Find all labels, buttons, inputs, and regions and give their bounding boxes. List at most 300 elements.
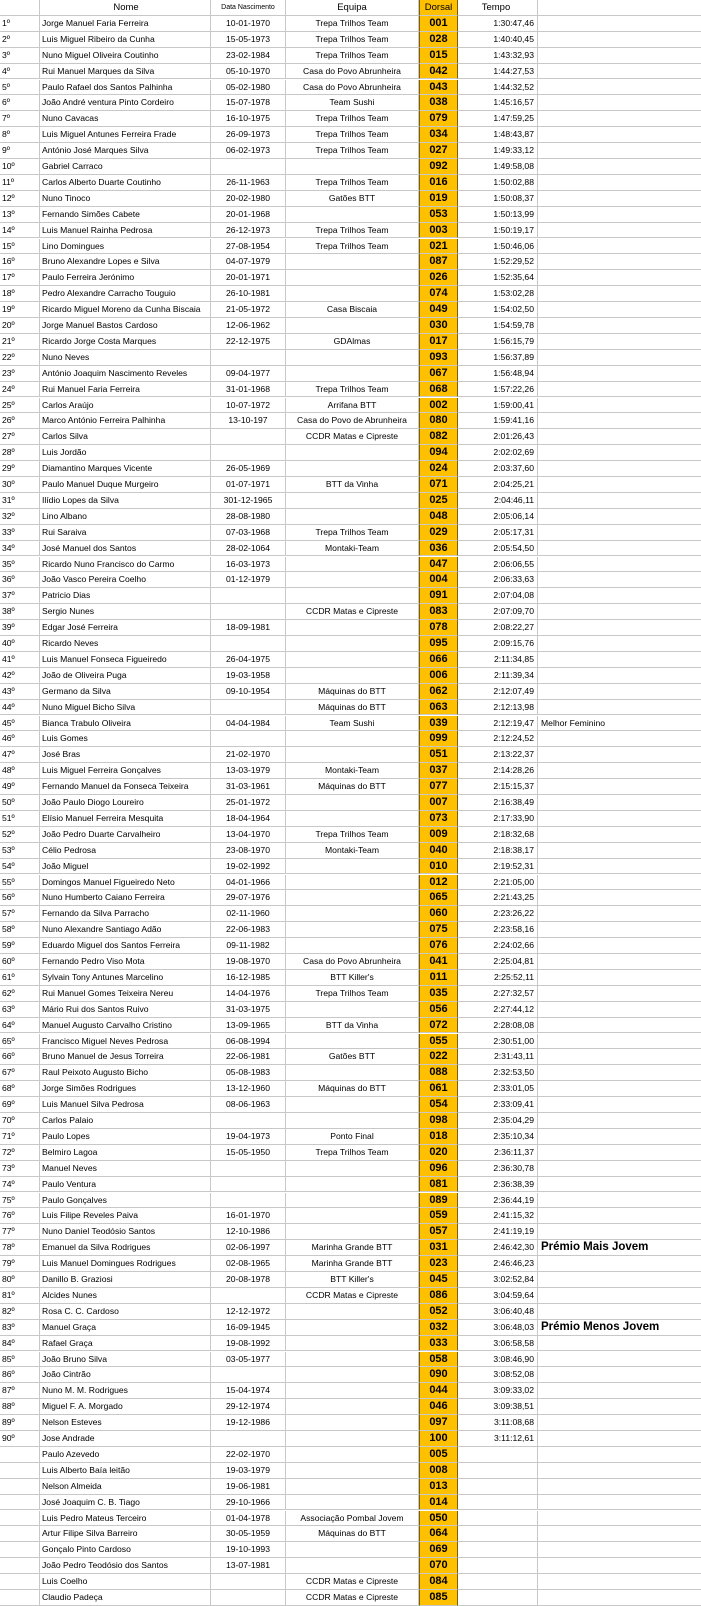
time-cell[interactable]: 2:46:42,30 [458, 1240, 538, 1256]
birthdate-cell[interactable]: 12-12-1972 [211, 1304, 286, 1320]
team-cell[interactable]: Máquinas do BTT [286, 700, 419, 716]
position-cell[interactable]: 67º [0, 1065, 40, 1081]
position-cell[interactable]: 50º [0, 795, 40, 811]
position-cell[interactable]: 77º [0, 1224, 40, 1240]
birthdate-cell[interactable]: 20-08-1978 [211, 1272, 286, 1288]
time-cell[interactable]: 2:19:52,31 [458, 859, 538, 875]
position-cell[interactable]: 9º [0, 143, 40, 159]
team-cell[interactable] [286, 1304, 419, 1320]
team-cell[interactable]: CCDR Matas e Cipreste [286, 1288, 419, 1304]
note-cell[interactable] [538, 445, 701, 461]
team-cell[interactable] [286, 159, 419, 175]
bib-cell[interactable]: 053 [419, 207, 458, 223]
position-cell[interactable]: 19º [0, 302, 40, 318]
name-cell[interactable]: Fernando Simões Cabete [40, 207, 211, 223]
birthdate-cell[interactable]: 04-07-1979 [211, 254, 286, 270]
note-cell[interactable] [538, 80, 701, 96]
time-cell[interactable]: 2:36:30,78 [458, 1161, 538, 1177]
name-cell[interactable]: Paulo Rafael dos Santos Palhinha [40, 80, 211, 96]
birthdate-cell[interactable]: 04-01-1966 [211, 875, 286, 891]
team-cell[interactable]: Trepa Trilhos Team [286, 525, 419, 541]
birthdate-cell[interactable]: 21-02-1970 [211, 747, 286, 763]
birthdate-cell[interactable]: 19-12-1986 [211, 1415, 286, 1431]
position-cell[interactable]: 5º [0, 80, 40, 96]
position-cell[interactable]: 52º [0, 827, 40, 843]
note-cell[interactable] [538, 1049, 701, 1065]
bib-cell[interactable]: 051 [419, 747, 458, 763]
birthdate-cell[interactable]: 19-04-1973 [211, 1129, 286, 1145]
name-cell[interactable]: João Vasco Pereira Coelho [40, 572, 211, 588]
name-cell[interactable]: Carlos Silva [40, 429, 211, 445]
time-cell[interactable]: 1:44:27,53 [458, 64, 538, 80]
team-cell[interactable]: Trepa Trilhos Team [286, 175, 419, 191]
birthdate-cell[interactable] [211, 1590, 286, 1606]
time-cell[interactable]: 1:57:22,26 [458, 382, 538, 398]
note-cell[interactable] [538, 668, 701, 684]
bib-cell[interactable]: 066 [419, 652, 458, 668]
bib-cell[interactable]: 035 [419, 986, 458, 1002]
team-cell[interactable] [286, 461, 419, 477]
bib-cell[interactable]: 070 [419, 1558, 458, 1574]
position-cell[interactable]: 76º [0, 1208, 40, 1224]
header-bib[interactable]: Dorsal [419, 0, 458, 16]
name-cell[interactable]: Lino Domingues [40, 239, 211, 255]
time-cell[interactable]: 1:50:02,88 [458, 175, 538, 191]
birthdate-cell[interactable]: 25-01-1972 [211, 795, 286, 811]
birthdate-cell[interactable] [211, 350, 286, 366]
name-cell[interactable]: Luis Miguel Ferreira Gonçalves [40, 763, 211, 779]
team-cell[interactable]: Team Sushi [286, 95, 419, 111]
bib-cell[interactable]: 078 [419, 620, 458, 636]
bib-cell[interactable]: 091 [419, 588, 458, 604]
bib-cell[interactable]: 064 [419, 1526, 458, 1542]
birthdate-cell[interactable]: 14-04-1976 [211, 986, 286, 1002]
time-cell[interactable]: 2:27:32,57 [458, 986, 538, 1002]
time-cell[interactable]: 1:30:47,46 [458, 16, 538, 32]
note-cell[interactable] [538, 366, 701, 382]
bib-cell[interactable]: 067 [419, 366, 458, 382]
bib-cell[interactable]: 024 [419, 461, 458, 477]
team-cell[interactable] [286, 1097, 419, 1113]
note-cell[interactable] [538, 1367, 701, 1383]
birthdate-cell[interactable]: 16-01-1970 [211, 1208, 286, 1224]
note-cell[interactable] [538, 1399, 701, 1415]
name-cell[interactable]: Belmiro Lagoa [40, 1145, 211, 1161]
birthdate-cell[interactable]: 301-12-1965 [211, 493, 286, 509]
time-cell[interactable]: 3:08:52,08 [458, 1367, 538, 1383]
name-cell[interactable]: João André ventura Pinto Cordeiro [40, 95, 211, 111]
bib-cell[interactable]: 025 [419, 493, 458, 509]
team-cell[interactable] [286, 207, 419, 223]
name-cell[interactable]: Nuno Miguel Bicho Silva [40, 700, 211, 716]
team-cell[interactable] [286, 1399, 419, 1415]
name-cell[interactable]: Rui Manuel Gomes Teixeira Nereu [40, 986, 211, 1002]
position-cell[interactable]: 60º [0, 954, 40, 970]
team-cell[interactable] [286, 1065, 419, 1081]
bib-cell[interactable]: 098 [419, 1113, 458, 1129]
team-cell[interactable]: Casa do Povo Abrunheira [286, 954, 419, 970]
time-cell[interactable]: 2:11:34,85 [458, 652, 538, 668]
name-cell[interactable]: Jorge Manuel Faria Ferreira [40, 16, 211, 32]
name-cell[interactable]: Jose Andrade [40, 1431, 211, 1447]
birthdate-cell[interactable]: 12-10-1986 [211, 1224, 286, 1240]
position-cell[interactable]: 4º [0, 64, 40, 80]
time-cell[interactable]: 1:54:59,78 [458, 318, 538, 334]
birthdate-cell[interactable]: 15-05-1950 [211, 1145, 286, 1161]
name-cell[interactable]: Mário Rui dos Santos Ruivo [40, 1002, 211, 1018]
name-cell[interactable]: Nuno Tinoco [40, 191, 211, 207]
time-cell[interactable]: 1:44:32,52 [458, 80, 538, 96]
position-cell[interactable]: 20º [0, 318, 40, 334]
team-cell[interactable]: Montaki-Team [286, 843, 419, 859]
name-cell[interactable]: Rui Manuel Marques da Silva [40, 64, 211, 80]
time-cell[interactable]: 2:07:09,70 [458, 604, 538, 620]
team-cell[interactable]: Gatões BTT [286, 191, 419, 207]
team-cell[interactable]: CCDR Matas e Cipreste [286, 429, 419, 445]
team-cell[interactable] [286, 938, 419, 954]
bib-cell[interactable]: 079 [419, 111, 458, 127]
bib-cell[interactable]: 010 [419, 859, 458, 875]
position-cell[interactable]: 14º [0, 223, 40, 239]
time-cell[interactable]: 2:14:28,26 [458, 763, 538, 779]
time-cell[interactable]: 1:52:29,52 [458, 254, 538, 270]
team-cell[interactable]: Trepa Trilhos Team [286, 127, 419, 143]
birthdate-cell[interactable]: 13-12-1960 [211, 1081, 286, 1097]
note-cell[interactable] [538, 143, 701, 159]
note-cell[interactable] [538, 32, 701, 48]
position-cell[interactable]: 85º [0, 1352, 40, 1368]
note-cell[interactable] [538, 302, 701, 318]
bib-cell[interactable]: 055 [419, 1034, 458, 1050]
note-cell[interactable] [538, 1113, 701, 1129]
name-cell[interactable]: Luis Coelho [40, 1574, 211, 1590]
birthdate-cell[interactable]: 23-08-1970 [211, 843, 286, 859]
name-cell[interactable]: Manuel Neves [40, 1161, 211, 1177]
time-cell[interactable] [458, 1511, 538, 1527]
position-cell[interactable]: 17º [0, 270, 40, 286]
position-cell[interactable]: 55º [0, 875, 40, 891]
name-cell[interactable]: Luis Filipe Reveles Paiva [40, 1208, 211, 1224]
time-cell[interactable]: 1:50:13,99 [458, 207, 538, 223]
name-cell[interactable]: Emanuel da Silva Rodrigues [40, 1240, 211, 1256]
bib-cell[interactable]: 068 [419, 382, 458, 398]
time-cell[interactable]: 2:18:38,17 [458, 843, 538, 859]
note-cell[interactable]: Melhor Feminino [538, 716, 701, 732]
bib-cell[interactable]: 077 [419, 779, 458, 795]
time-cell[interactable]: 2:12:07,49 [458, 684, 538, 700]
time-cell[interactable]: 3:02:52,84 [458, 1272, 538, 1288]
bib-cell[interactable]: 054 [419, 1097, 458, 1113]
time-cell[interactable]: 3:09:33,02 [458, 1383, 538, 1399]
birthdate-cell[interactable] [211, 1161, 286, 1177]
team-cell[interactable]: Ponto Final [286, 1129, 419, 1145]
name-cell[interactable]: Eduardo Miguel dos Santos Ferreira [40, 938, 211, 954]
position-cell[interactable] [0, 1479, 40, 1495]
name-cell[interactable]: José Joaquim C. B. Tiago [40, 1495, 211, 1511]
note-cell[interactable] [538, 270, 701, 286]
note-cell[interactable] [538, 1288, 701, 1304]
name-cell[interactable]: Paulo Lopes [40, 1129, 211, 1145]
time-cell[interactable]: 2:18:32,68 [458, 827, 538, 843]
time-cell[interactable] [458, 1558, 538, 1574]
position-cell[interactable]: 51º [0, 811, 40, 827]
team-cell[interactable] [286, 1320, 419, 1336]
time-cell[interactable]: 3:06:40,48 [458, 1304, 538, 1320]
time-cell[interactable]: 2:05:06,14 [458, 509, 538, 525]
name-cell[interactable]: Paulo Ventura [40, 1177, 211, 1193]
name-cell[interactable]: Artur Filipe Silva Barreiro [40, 1526, 211, 1542]
time-cell[interactable]: 2:09:15,76 [458, 636, 538, 652]
position-cell[interactable]: 72º [0, 1145, 40, 1161]
name-cell[interactable]: Nuno Miguel Oliveira Coutinho [40, 48, 211, 64]
bib-cell[interactable]: 029 [419, 525, 458, 541]
note-cell[interactable] [538, 1145, 701, 1161]
time-cell[interactable] [458, 1463, 538, 1479]
time-cell[interactable] [458, 1495, 538, 1511]
time-cell[interactable]: 2:15:15,37 [458, 779, 538, 795]
position-cell[interactable]: 56º [0, 890, 40, 906]
position-cell[interactable]: 11º [0, 175, 40, 191]
time-cell[interactable]: 2:46:46,23 [458, 1256, 538, 1272]
position-cell[interactable]: 24º [0, 382, 40, 398]
note-cell[interactable] [538, 1574, 701, 1590]
name-cell[interactable]: Domingos Manuel Figueiredo Neto [40, 875, 211, 891]
birthdate-cell[interactable]: 31-03-1975 [211, 1002, 286, 1018]
name-cell[interactable]: Sylvain Tony Antunes Marcelino [40, 970, 211, 986]
position-cell[interactable]: 40º [0, 636, 40, 652]
time-cell[interactable]: 1:49:33,12 [458, 143, 538, 159]
note-cell[interactable] [538, 398, 701, 414]
position-cell[interactable]: 79º [0, 1256, 40, 1272]
position-cell[interactable]: 16º [0, 254, 40, 270]
note-cell[interactable] [538, 700, 701, 716]
team-cell[interactable] [286, 875, 419, 891]
time-cell[interactable]: 2:28:08,08 [458, 1018, 538, 1034]
bib-cell[interactable]: 022 [419, 1049, 458, 1065]
position-cell[interactable]: 21º [0, 334, 40, 350]
note-cell[interactable] [538, 795, 701, 811]
birthdate-cell[interactable]: 15-04-1974 [211, 1383, 286, 1399]
position-cell[interactable]: 18º [0, 286, 40, 302]
position-cell[interactable]: 36º [0, 572, 40, 588]
name-cell[interactable]: Pedro Alexandre Carracho Touguio [40, 286, 211, 302]
bib-cell[interactable]: 036 [419, 541, 458, 557]
birthdate-cell[interactable] [211, 1574, 286, 1590]
bib-cell[interactable]: 084 [419, 1574, 458, 1590]
note-cell[interactable] [538, 922, 701, 938]
birthdate-cell[interactable] [211, 1288, 286, 1304]
team-cell[interactable] [286, 859, 419, 875]
position-cell[interactable]: 63º [0, 1002, 40, 1018]
position-cell[interactable]: 53º [0, 843, 40, 859]
team-cell[interactable] [286, 747, 419, 763]
name-cell[interactable]: Danillo B. Graziosi [40, 1272, 211, 1288]
bib-cell[interactable]: 058 [419, 1352, 458, 1368]
note-cell[interactable] [538, 1495, 701, 1511]
time-cell[interactable]: 3:11:12,61 [458, 1431, 538, 1447]
position-cell[interactable] [0, 1495, 40, 1511]
birthdate-cell[interactable]: 19-08-1970 [211, 954, 286, 970]
bib-cell[interactable]: 092 [419, 159, 458, 175]
position-cell[interactable] [0, 1526, 40, 1542]
team-cell[interactable] [286, 1431, 419, 1447]
team-cell[interactable] [286, 1002, 419, 1018]
note-cell[interactable] [538, 1415, 701, 1431]
bib-cell[interactable]: 038 [419, 95, 458, 111]
team-cell[interactable] [286, 1224, 419, 1240]
time-cell[interactable]: 1:50:19,17 [458, 223, 538, 239]
birthdate-cell[interactable]: 05-08-1983 [211, 1065, 286, 1081]
team-cell[interactable] [286, 1415, 419, 1431]
note-cell[interactable] [538, 970, 701, 986]
birthdate-cell[interactable]: 15-05-1973 [211, 32, 286, 48]
time-cell[interactable]: 2:23:26,22 [458, 906, 538, 922]
bib-cell[interactable]: 011 [419, 970, 458, 986]
team-cell[interactable]: BTT Killer's [286, 1272, 419, 1288]
name-cell[interactable]: Elísio Manuel Ferreira Mesquita [40, 811, 211, 827]
position-cell[interactable]: 2º [0, 32, 40, 48]
note-cell[interactable] [538, 159, 701, 175]
bib-cell[interactable]: 015 [419, 48, 458, 64]
team-cell[interactable] [286, 572, 419, 588]
team-cell[interactable]: Marinha Grande BTT [286, 1256, 419, 1272]
birthdate-cell[interactable]: 22-02-1970 [211, 1447, 286, 1463]
birthdate-cell[interactable]: 29-10-1966 [211, 1495, 286, 1511]
birthdate-cell[interactable]: 26-04-1975 [211, 652, 286, 668]
bib-cell[interactable]: 043 [419, 80, 458, 96]
birthdate-cell[interactable]: 20-01-1968 [211, 207, 286, 223]
bib-cell[interactable]: 049 [419, 302, 458, 318]
name-cell[interactable]: José Bras [40, 747, 211, 763]
time-cell[interactable]: 2:04:46,11 [458, 493, 538, 509]
time-cell[interactable]: 2:23:58,16 [458, 922, 538, 938]
note-cell[interactable]: Prémio Mais Jovem [538, 1240, 701, 1256]
team-cell[interactable]: Trepa Trilhos Team [286, 827, 419, 843]
birthdate-cell[interactable]: 18-09-1981 [211, 620, 286, 636]
note-cell[interactable] [538, 1177, 701, 1193]
position-cell[interactable]: 26º [0, 413, 40, 429]
team-cell[interactable] [286, 445, 419, 461]
birthdate-cell[interactable]: 31-03-1961 [211, 779, 286, 795]
name-cell[interactable]: Rosa C. C. Cardoso [40, 1304, 211, 1320]
time-cell[interactable]: 2:12:13,98 [458, 700, 538, 716]
name-cell[interactable]: Nuno Neves [40, 350, 211, 366]
team-cell[interactable]: CCDR Matas e Cipreste [286, 1574, 419, 1590]
note-cell[interactable] [538, 954, 701, 970]
bib-cell[interactable]: 048 [419, 509, 458, 525]
birthdate-cell[interactable]: 10-07-1972 [211, 398, 286, 414]
time-cell[interactable]: 1:45:16,57 [458, 95, 538, 111]
birthdate-cell[interactable]: 08-06-1963 [211, 1097, 286, 1113]
note-cell[interactable] [538, 986, 701, 1002]
bib-cell[interactable]: 030 [419, 318, 458, 334]
birthdate-cell[interactable] [211, 1113, 286, 1129]
name-cell[interactable]: Claudio Padeça [40, 1590, 211, 1606]
time-cell[interactable]: 1:48:43,87 [458, 127, 538, 143]
name-cell[interactable]: Manuel Augusto Carvalho Cristino [40, 1018, 211, 1034]
position-cell[interactable]: 71º [0, 1129, 40, 1145]
birthdate-cell[interactable]: 26-10-1981 [211, 286, 286, 302]
note-cell[interactable] [538, 286, 701, 302]
position-cell[interactable]: 8º [0, 127, 40, 143]
bib-cell[interactable]: 060 [419, 906, 458, 922]
team-cell[interactable] [286, 1558, 419, 1574]
time-cell[interactable]: 2:36:11,37 [458, 1145, 538, 1161]
note-cell[interactable] [538, 843, 701, 859]
note-cell[interactable] [538, 175, 701, 191]
note-cell[interactable] [538, 350, 701, 366]
position-cell[interactable]: 66º [0, 1049, 40, 1065]
team-cell[interactable] [286, 1034, 419, 1050]
name-cell[interactable]: Luis Alberto Baía leitão [40, 1463, 211, 1479]
note-cell[interactable] [538, 1336, 701, 1352]
name-cell[interactable]: Ricardo Miguel Moreno da Cunha Biscaia [40, 302, 211, 318]
position-cell[interactable]: 3º [0, 48, 40, 64]
note-cell[interactable] [538, 1479, 701, 1495]
birthdate-cell[interactable]: 19-10-1993 [211, 1542, 286, 1558]
time-cell[interactable]: 1:50:46,06 [458, 239, 538, 255]
position-cell[interactable]: 74º [0, 1177, 40, 1193]
header-note[interactable] [538, 0, 701, 16]
bib-cell[interactable]: 044 [419, 1383, 458, 1399]
bib-cell[interactable]: 007 [419, 795, 458, 811]
position-cell[interactable]: 45º [0, 716, 40, 732]
birthdate-cell[interactable]: 16-10-1975 [211, 111, 286, 127]
birthdate-cell[interactable]: 09-10-1954 [211, 684, 286, 700]
note-cell[interactable] [538, 1129, 701, 1145]
time-cell[interactable]: 1:56:15,79 [458, 334, 538, 350]
position-cell[interactable]: 44º [0, 700, 40, 716]
note-cell[interactable] [538, 223, 701, 239]
time-cell[interactable]: 2:13:22,37 [458, 747, 538, 763]
bib-cell[interactable]: 080 [419, 413, 458, 429]
bib-cell[interactable]: 087 [419, 254, 458, 270]
time-cell[interactable]: 2:21:43,25 [458, 890, 538, 906]
birthdate-cell[interactable]: 13-03-1979 [211, 763, 286, 779]
team-cell[interactable] [286, 366, 419, 382]
birthdate-cell[interactable]: 09-11-1982 [211, 938, 286, 954]
name-cell[interactable]: Carlos Alberto Duarte Coutinho [40, 175, 211, 191]
bib-cell[interactable]: 095 [419, 636, 458, 652]
team-cell[interactable]: Montaki-Team [286, 763, 419, 779]
birthdate-cell[interactable]: 29-07-1976 [211, 890, 286, 906]
team-cell[interactable] [286, 1463, 419, 1479]
bib-cell[interactable]: 082 [419, 429, 458, 445]
team-cell[interactable] [286, 906, 419, 922]
name-cell[interactable]: Nuno Alexandre Santiago Adão [40, 922, 211, 938]
bib-cell[interactable]: 086 [419, 1288, 458, 1304]
note-cell[interactable] [538, 48, 701, 64]
team-cell[interactable]: BTT da Vinha [286, 1018, 419, 1034]
time-cell[interactable]: 3:09:38,51 [458, 1399, 538, 1415]
team-cell[interactable]: Casa do Povo Abrunheira [286, 64, 419, 80]
team-cell[interactable] [286, 588, 419, 604]
birthdate-cell[interactable]: 16-03-1973 [211, 557, 286, 573]
position-cell[interactable]: 64º [0, 1018, 40, 1034]
team-cell[interactable] [286, 1367, 419, 1383]
birthdate-cell[interactable]: 28-02-1064 [211, 541, 286, 557]
birthdate-cell[interactable]: 04-04-1984 [211, 716, 286, 732]
position-cell[interactable]: 27º [0, 429, 40, 445]
position-cell[interactable]: 89º [0, 1415, 40, 1431]
bib-cell[interactable]: 096 [419, 1161, 458, 1177]
birthdate-cell[interactable]: 18-04-1964 [211, 811, 286, 827]
team-cell[interactable] [286, 1193, 419, 1209]
note-cell[interactable] [538, 318, 701, 334]
team-cell[interactable]: Trepa Trilhos Team [286, 16, 419, 32]
time-cell[interactable]: 2:36:38,39 [458, 1177, 538, 1193]
bib-cell[interactable]: 006 [419, 668, 458, 684]
